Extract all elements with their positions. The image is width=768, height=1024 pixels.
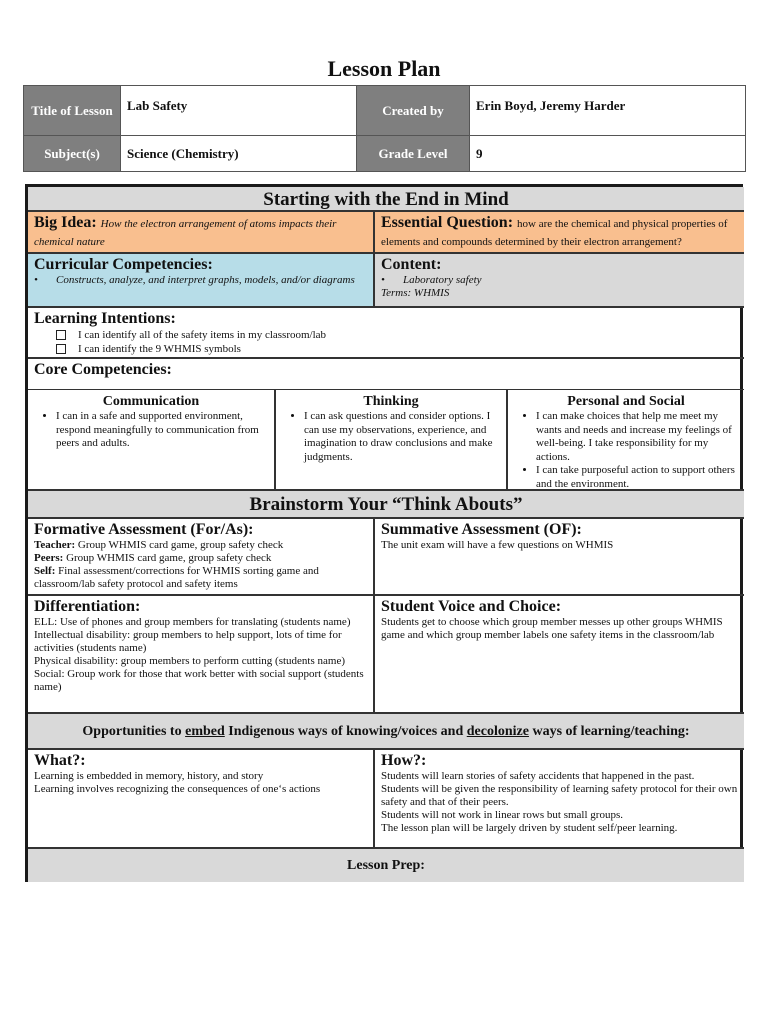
content-terms: Terms: WHMIS <box>381 287 450 299</box>
core-competencies-heading-cell <box>28 359 744 389</box>
indigenous-heading-part: Indigenous ways of knowing/voices and <box>224 724 467 739</box>
bullet-icon: • <box>381 274 385 286</box>
indigenous-heading <box>28 714 744 750</box>
how-label: How?: <box>381 752 427 769</box>
how-line: Students will not work in linear rows but small groups. <box>381 809 623 821</box>
communication-cell <box>28 389 276 491</box>
personal-social-item: • I can make choices that help me meet my wants and needs and increase my feelings of well-being. I take responsibility for my actions. <box>536 410 738 464</box>
decolonize-word: decolonize <box>466 724 529 739</box>
communication-label: Communication <box>102 394 200 409</box>
learning-intentions-cell <box>28 308 744 359</box>
curricular-label: Curricular Competencies: <box>34 256 213 273</box>
differentiation-label: Differentiation: <box>34 598 141 615</box>
essential-question-cell <box>375 212 744 254</box>
what-line: Learning involves recognizing the consequences of one‘s actions <box>34 783 321 795</box>
how-line: Students will learn stories of safety accidents that happened in the past. <box>381 770 695 782</box>
thinking-label: Thinking <box>363 394 419 409</box>
indigenous-heading-part: ways of learning/teaching: <box>528 724 690 739</box>
learning-intentions-label: Learning Intentions: <box>34 310 176 327</box>
core-competencies-label: Core Competencies: <box>34 361 172 378</box>
end-in-mind-heading: Starting with the End in Mind <box>28 187 744 212</box>
self-lead: Self: <box>34 565 56 577</box>
essential-question-label: Essential Question: <box>381 214 514 231</box>
personal-social-item: • I can take purposeful action to support others and the environment. <box>536 464 738 491</box>
curricular-item: Constructs, analyze, and interpret graphs, models, and/or diagrams <box>56 274 355 286</box>
formative-label: Formative Assessment (For/As): <box>34 521 254 538</box>
personal-social-cell <box>508 389 744 491</box>
subject-value: Science (Chemistry) <box>121 136 357 172</box>
thinking-item: • I can ask questions and consider options. I can use my observations, experience, and imagination to draw conclusions and make judgments. <box>304 410 500 464</box>
how-line: The lesson plan will be largely driven by student self/peer learning. <box>381 822 678 834</box>
differentiation-line: ELL: Use of phones and group members for translating (students name) <box>34 616 351 628</box>
student-voice-label: Student Voice and Choice: <box>381 598 562 615</box>
summative-text: The unit exam will have a few questions on WHMIS <box>381 539 614 551</box>
intention-item: I can identify all of the safety items in my classroom/lab <box>78 329 327 341</box>
big-idea-text: How the electron arrangement of atoms impacts their chemical nature <box>34 218 337 248</box>
title-value: Lab Safety <box>121 86 357 136</box>
what-label: What?: <box>34 752 86 769</box>
document-title: Lesson Plan <box>327 56 441 81</box>
content-item: Laboratory safety <box>403 274 482 286</box>
indigenous-heading-part: Opportunities to <box>82 724 186 739</box>
thinking-cell <box>276 389 508 491</box>
peers-text: Group WHMIS card game, group safety check <box>63 552 272 564</box>
teacher-lead: Teacher: <box>34 539 76 551</box>
checkbox-icon <box>56 330 66 340</box>
peers-lead: Peers: <box>34 552 64 564</box>
summative-assessment-cell <box>375 519 744 596</box>
communication-item: • I can in a safe and supported environment, respond meaningfully to communication from peers and adults. <box>56 410 268 451</box>
big-idea-cell <box>28 212 375 254</box>
created-by-label: Created by <box>357 86 470 136</box>
big-idea-label: Big Idea: <box>34 214 97 231</box>
what-cell <box>28 750 375 849</box>
lesson-header-table <box>23 85 746 172</box>
essential-question-text: how are the chemical and physical properties of elements and compounds determined by their electron arrangement? <box>381 218 728 248</box>
curricular-competencies-cell <box>28 254 375 308</box>
lesson-prep-heading: Lesson Prep: <box>28 849 744 882</box>
differentiation-cell <box>28 596 375 714</box>
summative-label: Summative Assessment (OF): <box>381 521 582 538</box>
title-label: Title of Lesson <box>24 86 121 136</box>
content-label: Content: <box>381 256 442 273</box>
intention-item: I can identify the 9 WHMIS symbols <box>78 343 241 355</box>
brainstorm-heading: Brainstorm Your “Think Abouts” <box>28 491 744 519</box>
formative-assessment-cell <box>28 519 375 596</box>
how-line: Students will be given the responsibility of learning safety protocol for their own safety and that of their peers. <box>381 783 738 808</box>
student-voice-text: Students get to choose which group member messes up other groups WHMIS game and which group member labels one safety items in the classroom/lab <box>381 616 723 641</box>
personal-social-label: Personal and Social <box>567 394 685 409</box>
bullet-icon: • <box>34 274 38 286</box>
how-cell <box>375 750 744 849</box>
checkbox-icon <box>56 344 66 354</box>
differentiation-line: Intellectual disability: group members to help support, lots of time for activities (students name) <box>34 629 342 654</box>
differentiation-line: Social: Group work for those that work better with social support (students name) <box>34 668 364 693</box>
what-line: Learning is embedded in memory, history, and story <box>34 770 264 782</box>
content-cell <box>375 254 744 308</box>
subject-label: Subject(s) <box>24 136 121 172</box>
teacher-text: Group WHMIS card game, group safety check <box>75 539 284 551</box>
created-by-value: Erin Boyd, Jeremy Harder <box>470 86 746 136</box>
student-voice-cell <box>375 596 744 714</box>
embed-word: embed <box>185 724 225 739</box>
self-text: Final assessment/corrections for WHMIS sorting game and classroom/lab safety protocol and safety items <box>34 565 319 590</box>
grade-label: Grade Level <box>357 136 470 172</box>
differentiation-line: Physical disability: group members to perform cutting (students name) <box>34 655 345 667</box>
grade-value: 9 <box>470 136 746 172</box>
